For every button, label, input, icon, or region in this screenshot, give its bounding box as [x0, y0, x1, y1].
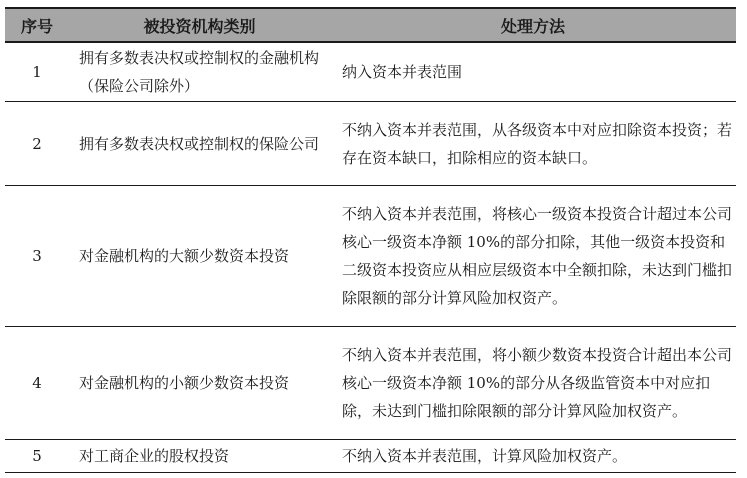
- header-method: 处理方法: [500, 16, 565, 36]
- row-category: 对工商企业的股权投资: [79, 447, 230, 465]
- table-row: [5, 440, 736, 473]
- header-category: 被投资机构类别: [143, 16, 256, 36]
- table-row: [5, 186, 736, 327]
- row-method: 纳入资本并表范围: [342, 63, 463, 81]
- row-method: 不纳入资本并表范围，将核心一级资本投资合计超过本公司核心一级资本净额 10%的部分扣除，其他一级资本投资和二级资本投资应从相应层级资本中全额扣除，未达到门槛扣除限额的部分计算风险加权资产。: [342, 205, 733, 307]
- row-number: 1: [32, 63, 42, 81]
- row-category: 拥有多数表决权或控制权的保险公司: [79, 134, 320, 153]
- investment-treatment-table: [5, 7, 736, 473]
- table-row: [5, 327, 736, 440]
- table-row: [5, 102, 736, 186]
- row-number: 3: [32, 247, 42, 265]
- row-number: 5: [32, 447, 42, 465]
- row-method: 不纳入资本并表范围，将小额少数资本投资合计超出本公司核心一级资本净额 10%的部分从各级监管资本中对应扣除，未达到门槛扣除限额的部分计算风险加权资产。: [342, 346, 733, 420]
- row-category: 拥有多数表决权或控制权的金融机构（保险公司除外）: [79, 49, 320, 95]
- table-row: [5, 42, 736, 102]
- row-method: 不纳入资本并表范围，从各级资本中对应扣除资本投资；若存在资本缺口，扣除相应的资本缺口。: [342, 120, 733, 167]
- row-category: 对金融机构的大额少数资本投资: [79, 247, 290, 265]
- row-number: 4: [32, 374, 42, 392]
- row-method: 不纳入资本并表范围，计算风险加权资产。: [342, 447, 628, 465]
- row-category: 对金融机构的小额少数资本投资: [79, 374, 290, 392]
- header-number: 序号: [20, 16, 53, 36]
- row-number: 2: [32, 134, 42, 153]
- header-row: [5, 8, 736, 42]
